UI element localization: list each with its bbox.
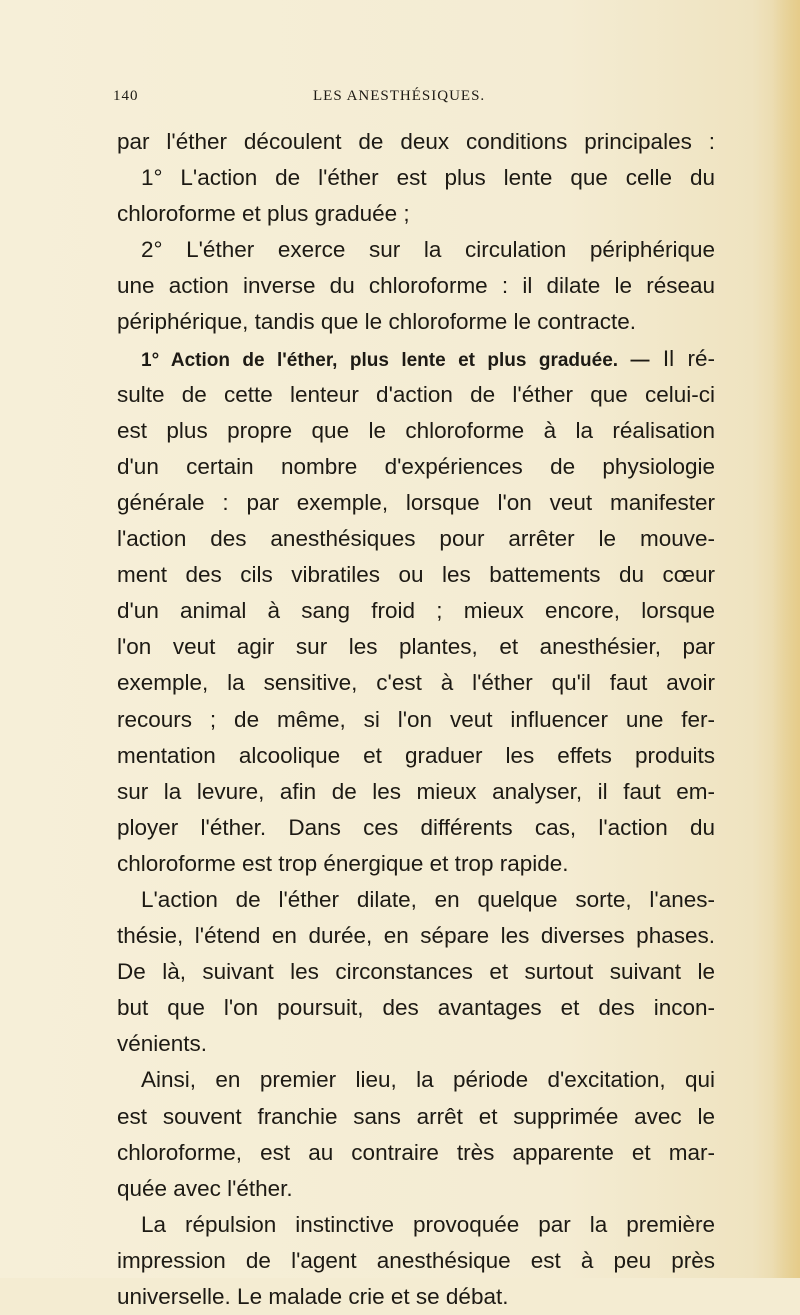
text-line: De là, suivant les circonstances et surtout suivant le bbox=[117, 959, 715, 985]
running-header bbox=[113, 88, 683, 112]
text-line: est souvent franchie sans arrêt et supprimée avec le bbox=[117, 1103, 715, 1129]
text-line: exemple, la sensitive, c'est à l'éther qu'il faut avoir bbox=[117, 670, 715, 696]
text-line: La répulsion instinctive provoquée par la première bbox=[141, 1211, 715, 1237]
text-line: vénients. bbox=[117, 1031, 208, 1057]
page-edge-stain bbox=[772, 0, 800, 1278]
text-line: 1° L'action de l'éther est plus lente que celle du bbox=[141, 165, 715, 191]
text-line: ment des cils vibratiles ou les battements du cœur bbox=[117, 562, 715, 588]
text-line: impression de l'agent anesthésique est à peu près bbox=[117, 1247, 715, 1273]
text-line: sulte de cette lenteur d'action de l'éther que celui-ci bbox=[117, 381, 715, 407]
text-line: l'action des anesthésiques pour arrêter le mouve- bbox=[117, 526, 715, 552]
text-line: universelle. Le malade crie et se débat. bbox=[117, 1284, 509, 1309]
text-line: thésie, l'étend en durée, en sépare les diverses phases. bbox=[117, 923, 715, 949]
text-line: chloroforme et plus graduée ; bbox=[117, 201, 410, 227]
text-line: chloroforme est trop énergique et trop rapide. bbox=[117, 850, 569, 876]
page-number: 140 bbox=[113, 88, 139, 104]
body-text bbox=[117, 124, 715, 1315]
text-line: but que l'on poursuit, des avantages et des incon- bbox=[117, 995, 715, 1021]
text-line: par l'éther découlent de deux conditions principales : bbox=[117, 129, 715, 154]
text-line: d'un animal à sang froid ; mieux encore, lorsque bbox=[117, 598, 715, 624]
section-heading-line bbox=[117, 341, 715, 377]
section-subheading: 1° Action de l'éther, plus lente et plus graduée. — bbox=[141, 349, 650, 371]
text-line: ployer l'éther. Dans ces différents cas, l'action du bbox=[117, 814, 715, 840]
text-line: l'on veut agir sur les plantes, et anesthésier, par bbox=[117, 634, 715, 660]
text-line: périphérique, tandis que le chloroforme le contracte. bbox=[117, 309, 637, 335]
text-line: L'action de l'éther dilate, en quelque sorte, l'anes- bbox=[141, 886, 715, 912]
text-line: recours ; de même, si l'on veut influencer une fer- bbox=[117, 706, 715, 732]
running-title: LES ANESTHÉSIQUES. bbox=[313, 88, 486, 104]
text-line: est plus propre que le chloroforme à la réalisation bbox=[117, 417, 715, 443]
text-line: Ainsi, en premier lieu, la période d'excitation, qui bbox=[141, 1067, 715, 1093]
text-fragment: Il ré- bbox=[662, 345, 715, 371]
text-line: mentation alcoolique et graduer les effets produits bbox=[117, 742, 715, 768]
text-line: quée avec l'éther. bbox=[117, 1175, 293, 1201]
text-line: sur la levure, afin de les mieux analyser, il faut em- bbox=[117, 778, 715, 804]
text-line: d'un certain nombre d'expériences de physiologie bbox=[117, 453, 715, 479]
text-line: générale : par exemple, lorsque l'on veut manifester bbox=[117, 489, 715, 515]
text-line: une action inverse du chloroforme : il dilate le réseau bbox=[117, 273, 715, 299]
text-line: 2° L'éther exerce sur la circulation périphérique bbox=[141, 237, 715, 263]
text-line: chloroforme, est au contraire très apparente et mar- bbox=[117, 1139, 715, 1165]
